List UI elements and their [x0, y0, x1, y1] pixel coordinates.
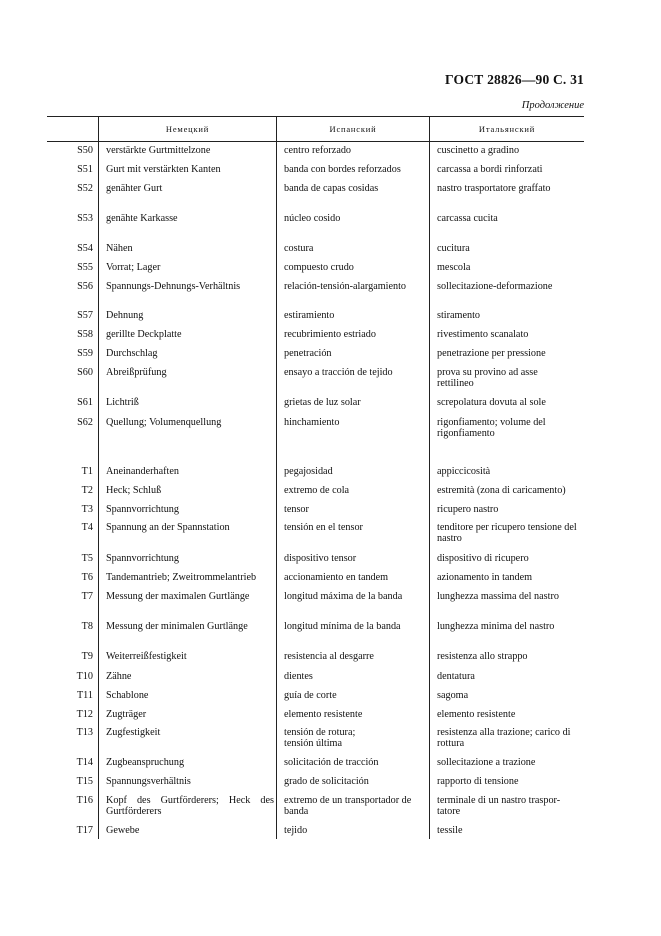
- term-german: Abreißprüfung: [106, 367, 167, 378]
- term-code: T10: [76, 671, 93, 682]
- term-code: T8: [81, 621, 93, 632]
- term-spanish: resistencia al desgarre: [284, 651, 374, 662]
- term-italian: appiccicosità: [437, 466, 491, 477]
- term-spanish: guía de corte: [284, 690, 337, 701]
- term-spanish: estiramiento: [284, 310, 335, 321]
- term-german: Tandemantrieb; Zweitrommelantrieb: [106, 572, 257, 583]
- term-spanish: grado de solicitación: [284, 776, 369, 787]
- term-german: Messung der maximalen Gurtlänge: [106, 591, 250, 602]
- term-spanish: dispositivo tensor: [284, 553, 357, 564]
- term-italian: resistenza alla trazione; carico di rottura: [437, 727, 571, 749]
- term-german: Durchschlag: [106, 348, 158, 359]
- term-spanish: tensor: [284, 504, 309, 515]
- term-italian: dispositivo di ricupero: [437, 553, 529, 564]
- term-spanish: banda con bordes reforzados: [284, 164, 401, 175]
- term-italian: nastro trasportatore graffato: [437, 183, 551, 194]
- term-code: T3: [81, 504, 93, 515]
- term-spanish: penetración: [284, 348, 332, 359]
- term-italian: sollecitazione-deformazione: [437, 281, 553, 292]
- term-code: S59: [77, 348, 93, 359]
- term-italian: penetrazione per pressione: [437, 348, 546, 359]
- term-code: S56: [77, 281, 93, 292]
- term-spanish: costura: [284, 243, 314, 254]
- term-italian: stiramento: [437, 310, 481, 321]
- term-german: Weiterreißfestigkeit: [106, 651, 187, 662]
- term-german: genähte Karkasse: [106, 213, 178, 224]
- term-spanish: centro reforzado: [284, 145, 352, 156]
- term-german: Spannungs-Dehnungs-Verhältnis: [106, 281, 241, 292]
- term-code: S55: [77, 262, 93, 273]
- term-italian: carcassa cucita: [437, 213, 498, 224]
- term-german: Spannung an der Spannstation: [106, 522, 230, 533]
- term-german: Spannvorrichtung: [106, 553, 179, 564]
- term-german: Gewebe: [106, 825, 140, 836]
- term-german: Lichtriß: [106, 397, 139, 408]
- column-header-italian: Итальянский: [478, 124, 536, 134]
- column-divider-3: [429, 117, 430, 839]
- term-spanish: pegajosidad: [284, 466, 333, 477]
- term-german: Schablone: [106, 690, 149, 701]
- term-german: Zugträger: [106, 709, 147, 720]
- term-german: genähter Gurt: [106, 183, 163, 194]
- term-code: S60: [77, 367, 93, 378]
- term-spanish: recubrimiento estriado: [284, 329, 376, 340]
- term-code: T4: [81, 522, 93, 533]
- term-italian: terminale di un nastro traspor- tatore: [437, 795, 561, 817]
- term-spanish: accionamiento en tandem: [284, 572, 389, 583]
- term-german: Gurt mit verstärkten Kanten: [106, 164, 221, 175]
- term-italian: cucitura: [437, 243, 470, 254]
- term-code: T2: [81, 485, 93, 496]
- term-german: Spannvorrichtung: [106, 504, 179, 515]
- term-italian: elemento resistente: [437, 709, 516, 720]
- term-italian: rapporto di tensione: [437, 776, 519, 787]
- term-code: S57: [77, 310, 93, 321]
- term-spanish: extremo de un transportador de banda: [284, 795, 412, 817]
- term-code: T11: [76, 690, 93, 701]
- term-german: Spannungsverhältnis: [106, 776, 191, 787]
- term-code: T6: [81, 572, 93, 583]
- term-code: S58: [77, 329, 93, 340]
- term-code: S61: [77, 397, 93, 408]
- page-header: ГОСТ 28826—90 С. 31: [445, 72, 584, 87]
- column-divider-2: [276, 117, 277, 839]
- term-german: Aneinanderhaften: [106, 466, 179, 477]
- term-code: S50: [77, 145, 93, 156]
- term-code: S54: [77, 243, 93, 254]
- term-code: S52: [77, 183, 93, 194]
- term-spanish: banda de capas cosidas: [284, 183, 379, 194]
- term-code: T12: [76, 709, 93, 720]
- term-code: T13: [76, 727, 93, 738]
- column-header-spanish: Испанский: [329, 124, 377, 134]
- term-italian: carcassa a bordi rinforzati: [437, 164, 543, 175]
- term-italian: tenditore per ricupero tensione del nastro: [437, 522, 577, 544]
- term-italian: rigonfiamento; volume del rigonfiamento: [437, 417, 546, 439]
- term-german: Zähne: [106, 671, 132, 682]
- term-spanish: extremo de cola: [284, 485, 350, 496]
- term-code: T1: [81, 466, 93, 477]
- term-german: Vorrat; Lager: [106, 262, 161, 273]
- term-code: T16: [76, 795, 93, 806]
- term-german: Kopf des Gurtförderers; Heck des Gurtförderers: [106, 795, 274, 817]
- term-spanish: longitud máxima de la banda: [284, 591, 403, 602]
- term-italian: sagoma: [437, 690, 469, 701]
- term-spanish: tensión de rotura; tensión última: [284, 727, 356, 749]
- term-spanish: tejido: [284, 825, 308, 836]
- term-spanish: grietas de luz solar: [284, 397, 361, 408]
- term-italian: rivestimento scanalato: [437, 329, 529, 340]
- term-italian: ricupero nastro: [437, 504, 499, 515]
- term-code: T15: [76, 776, 93, 787]
- term-german: Dehnung: [106, 310, 144, 321]
- term-spanish: hinchamiento: [284, 417, 340, 428]
- term-code: T5: [81, 553, 93, 564]
- term-spanish: elemento resistente: [284, 709, 363, 720]
- table-header-rule: [47, 141, 584, 142]
- term-italian: lunghezza minima del nastro: [437, 621, 555, 632]
- term-code: T7: [81, 591, 93, 602]
- term-spanish: longitud mínima de la banda: [284, 621, 401, 632]
- term-german: Quellung; Volumenquellung: [106, 417, 222, 428]
- term-spanish: compuesto crudo: [284, 262, 354, 273]
- term-italian: prova su provino ad asse rettilineo: [437, 367, 538, 389]
- term-german: Nähen: [106, 243, 133, 254]
- term-spanish: tensión en el tensor: [284, 522, 363, 533]
- term-code: S51: [77, 164, 93, 175]
- term-german: Zugfestigkeit: [106, 727, 161, 738]
- term-italian: azionamento in tandem: [437, 572, 533, 583]
- term-italian: mescola: [437, 262, 471, 273]
- column-header-german: Немецкий: [165, 124, 210, 134]
- term-code: T14: [76, 757, 93, 768]
- term-code: T17: [76, 825, 93, 836]
- term-spanish: dientes: [284, 671, 313, 682]
- term-german: Zugbeanspruchung: [106, 757, 185, 768]
- term-german: gerillte Deckplatte: [106, 329, 182, 340]
- term-spanish: relación-tensión-alargamiento: [284, 281, 407, 292]
- term-italian: sollecitazione a trazione: [437, 757, 536, 768]
- term-italian: estremità (zona di caricamento): [437, 485, 566, 496]
- term-italian: lunghezza massima del nastro: [437, 591, 559, 602]
- term-italian: tessile: [437, 825, 463, 836]
- term-code: T9: [81, 651, 93, 662]
- term-code: S62: [77, 417, 93, 428]
- column-divider-1: [98, 117, 99, 839]
- term-spanish: solicitación de tracción: [284, 757, 379, 768]
- term-german: Messung der minimalen Gurtlänge: [106, 621, 248, 632]
- term-german: Heck; Schluß: [106, 485, 162, 496]
- term-italian: cuscinetto a gradino: [437, 145, 520, 156]
- term-spanish: ensayo a tracción de tejido: [284, 367, 393, 378]
- term-code: S53: [77, 213, 93, 224]
- term-german: verstärkte Gurtmittelzone: [106, 145, 211, 156]
- term-spanish: núcleo cosido: [284, 213, 341, 224]
- term-italian: resistenza allo strappo: [437, 651, 528, 662]
- term-italian: dentatura: [437, 671, 475, 682]
- term-italian: screpolatura dovuta al sole: [437, 397, 546, 408]
- continuation-label: Продолжение: [521, 100, 584, 111]
